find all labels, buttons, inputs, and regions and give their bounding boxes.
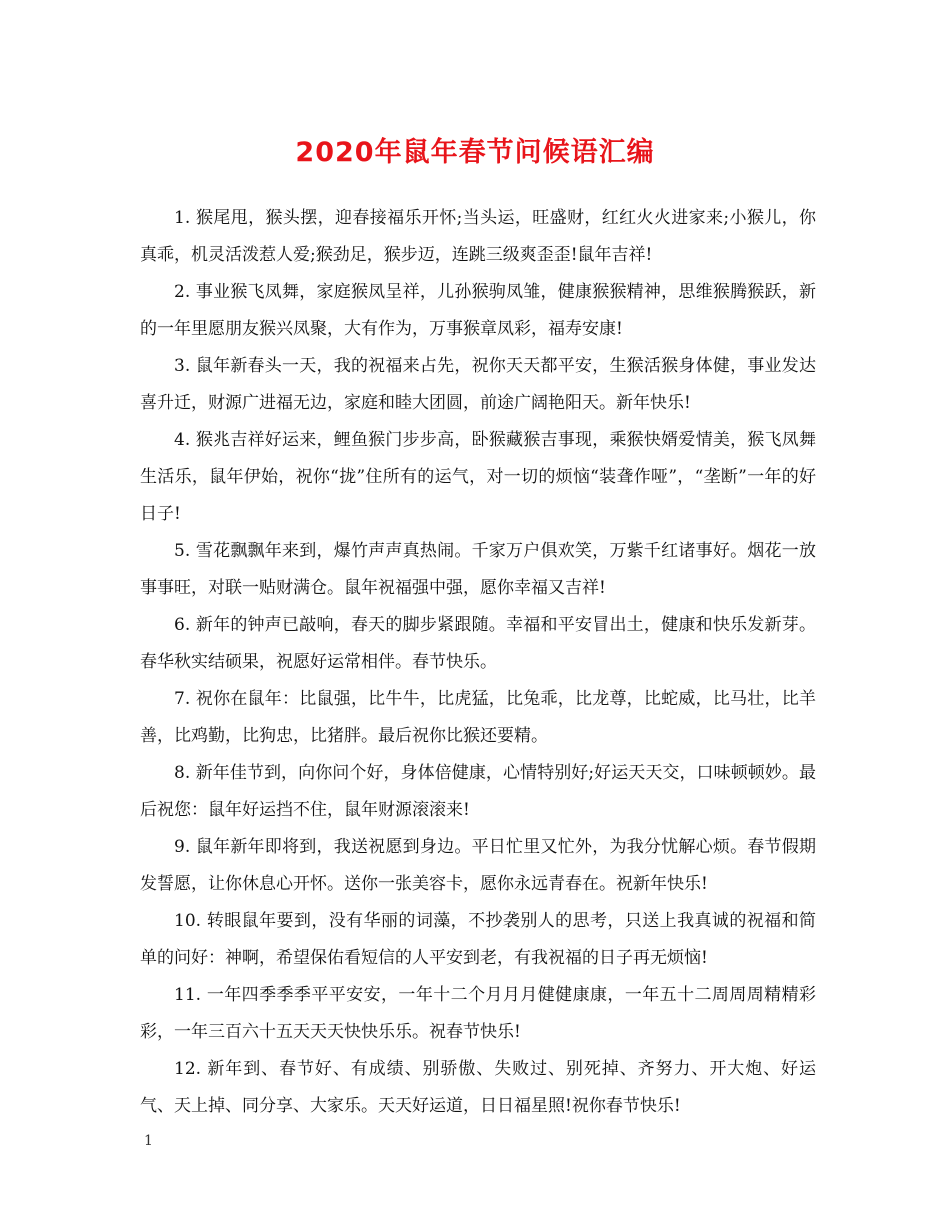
paragraph-4: 4. 猴兆吉祥好运来，鲤鱼猴门步步高，卧猴藏猴吉事现，乘猴快婿爱情美，猴飞凤舞生活乐，鼠年伊始，祝你“拢”住所有的运气，对一切的烦恼“装聋作哑”，“垄断”一年的好日子!	[140, 430, 816, 524]
paragraph-1: 1. 猴尾甩，猴头摆，迎春接福乐开怀;当头运，旺盛财，红红火火进家来;小猴儿，你真乖，机灵活泼惹人爱;猴劲足，猴步迈，连跳三级爽歪歪!鼠年吉祥!	[140, 208, 816, 265]
paragraph-11: 11. 一年四季季季平平安安，一年十二个月月月健健康康，一年五十二周周周精精彩彩，一年三百六十五天天天快快乐乐。祝春节快乐!	[140, 985, 816, 1042]
document-title: 2020年鼠年春节问候语汇编	[295, 137, 655, 168]
page-number: 1	[144, 1133, 153, 1149]
paragraph-7: 7. 祝你在鼠年：比鼠强，比牛牛，比虎猛，比兔乖，比龙尊，比蛇威，比马壮，比羊善，比鸡勤，比狗忠，比猪胖。最后祝你比猴还要精。	[140, 689, 816, 746]
paragraph-6: 6. 新年的钟声已敲响，春天的脚步紧跟随。幸福和平安冒出土，健康和快乐发新芽。春华秋实结硕果，祝愿好运常相伴。春节快乐。	[140, 615, 816, 672]
paragraph-5: 5. 雪花飘飘年来到，爆竹声声真热闹。千家万户俱欢笑，万紫千红诸事好。烟花一放事事旺，对联一贴财满仓。鼠年祝福强中强，愿你幸福又吉祥!	[140, 541, 816, 598]
paragraph-3: 3. 鼠年新春头一天，我的祝福来占先，祝你天天都平安，生猴活猴身体健，事业发达喜升迁，财源广进福无边，家庭和睦大团圆，前途广阔艳阳天。新年快乐!	[140, 356, 816, 413]
paragraph-9: 9. 鼠年新年即将到，我送祝愿到身边。平日忙里又忙外，为我分忧解心烦。春节假期发誓愿，让你休息心开怀。送你一张美容卡，愿你永远青春在。祝新年快乐!	[140, 837, 816, 894]
paragraph-10: 10. 转眼鼠年要到，没有华丽的词藻，不抄袭别人的思考，只送上我真诚的祝福和简单的问好：神啊，希望保佑看短信的人平安到老，有我祝福的日子再无烦恼!	[140, 911, 816, 968]
paragraph-12: 12. 新年到、春节好、有成绩、别骄傲、失败过、别死掉、齐努力、开大炮、好运气、天上掉、同分享、大家乐。天天好运道，日日福星照!祝你春节快乐!	[140, 1059, 816, 1116]
paragraph-8: 8. 新年佳节到，向你问个好，身体倍健康，心情特别好;好运天天交，口味顿顿妙。最后祝您：鼠年好运挡不住，鼠年财源滚滚来!	[140, 763, 816, 820]
paragraph-2: 2. 事业猴飞凤舞，家庭猴凤呈祥，儿孙猴驹凤雏，健康猴猴精神，思维猴腾猴跃，新的一年里愿朋友猴兴凤聚，大有作为，万事猴章凤彩，福寿安康!	[140, 282, 816, 339]
document-body	[140, 200, 816, 1125]
